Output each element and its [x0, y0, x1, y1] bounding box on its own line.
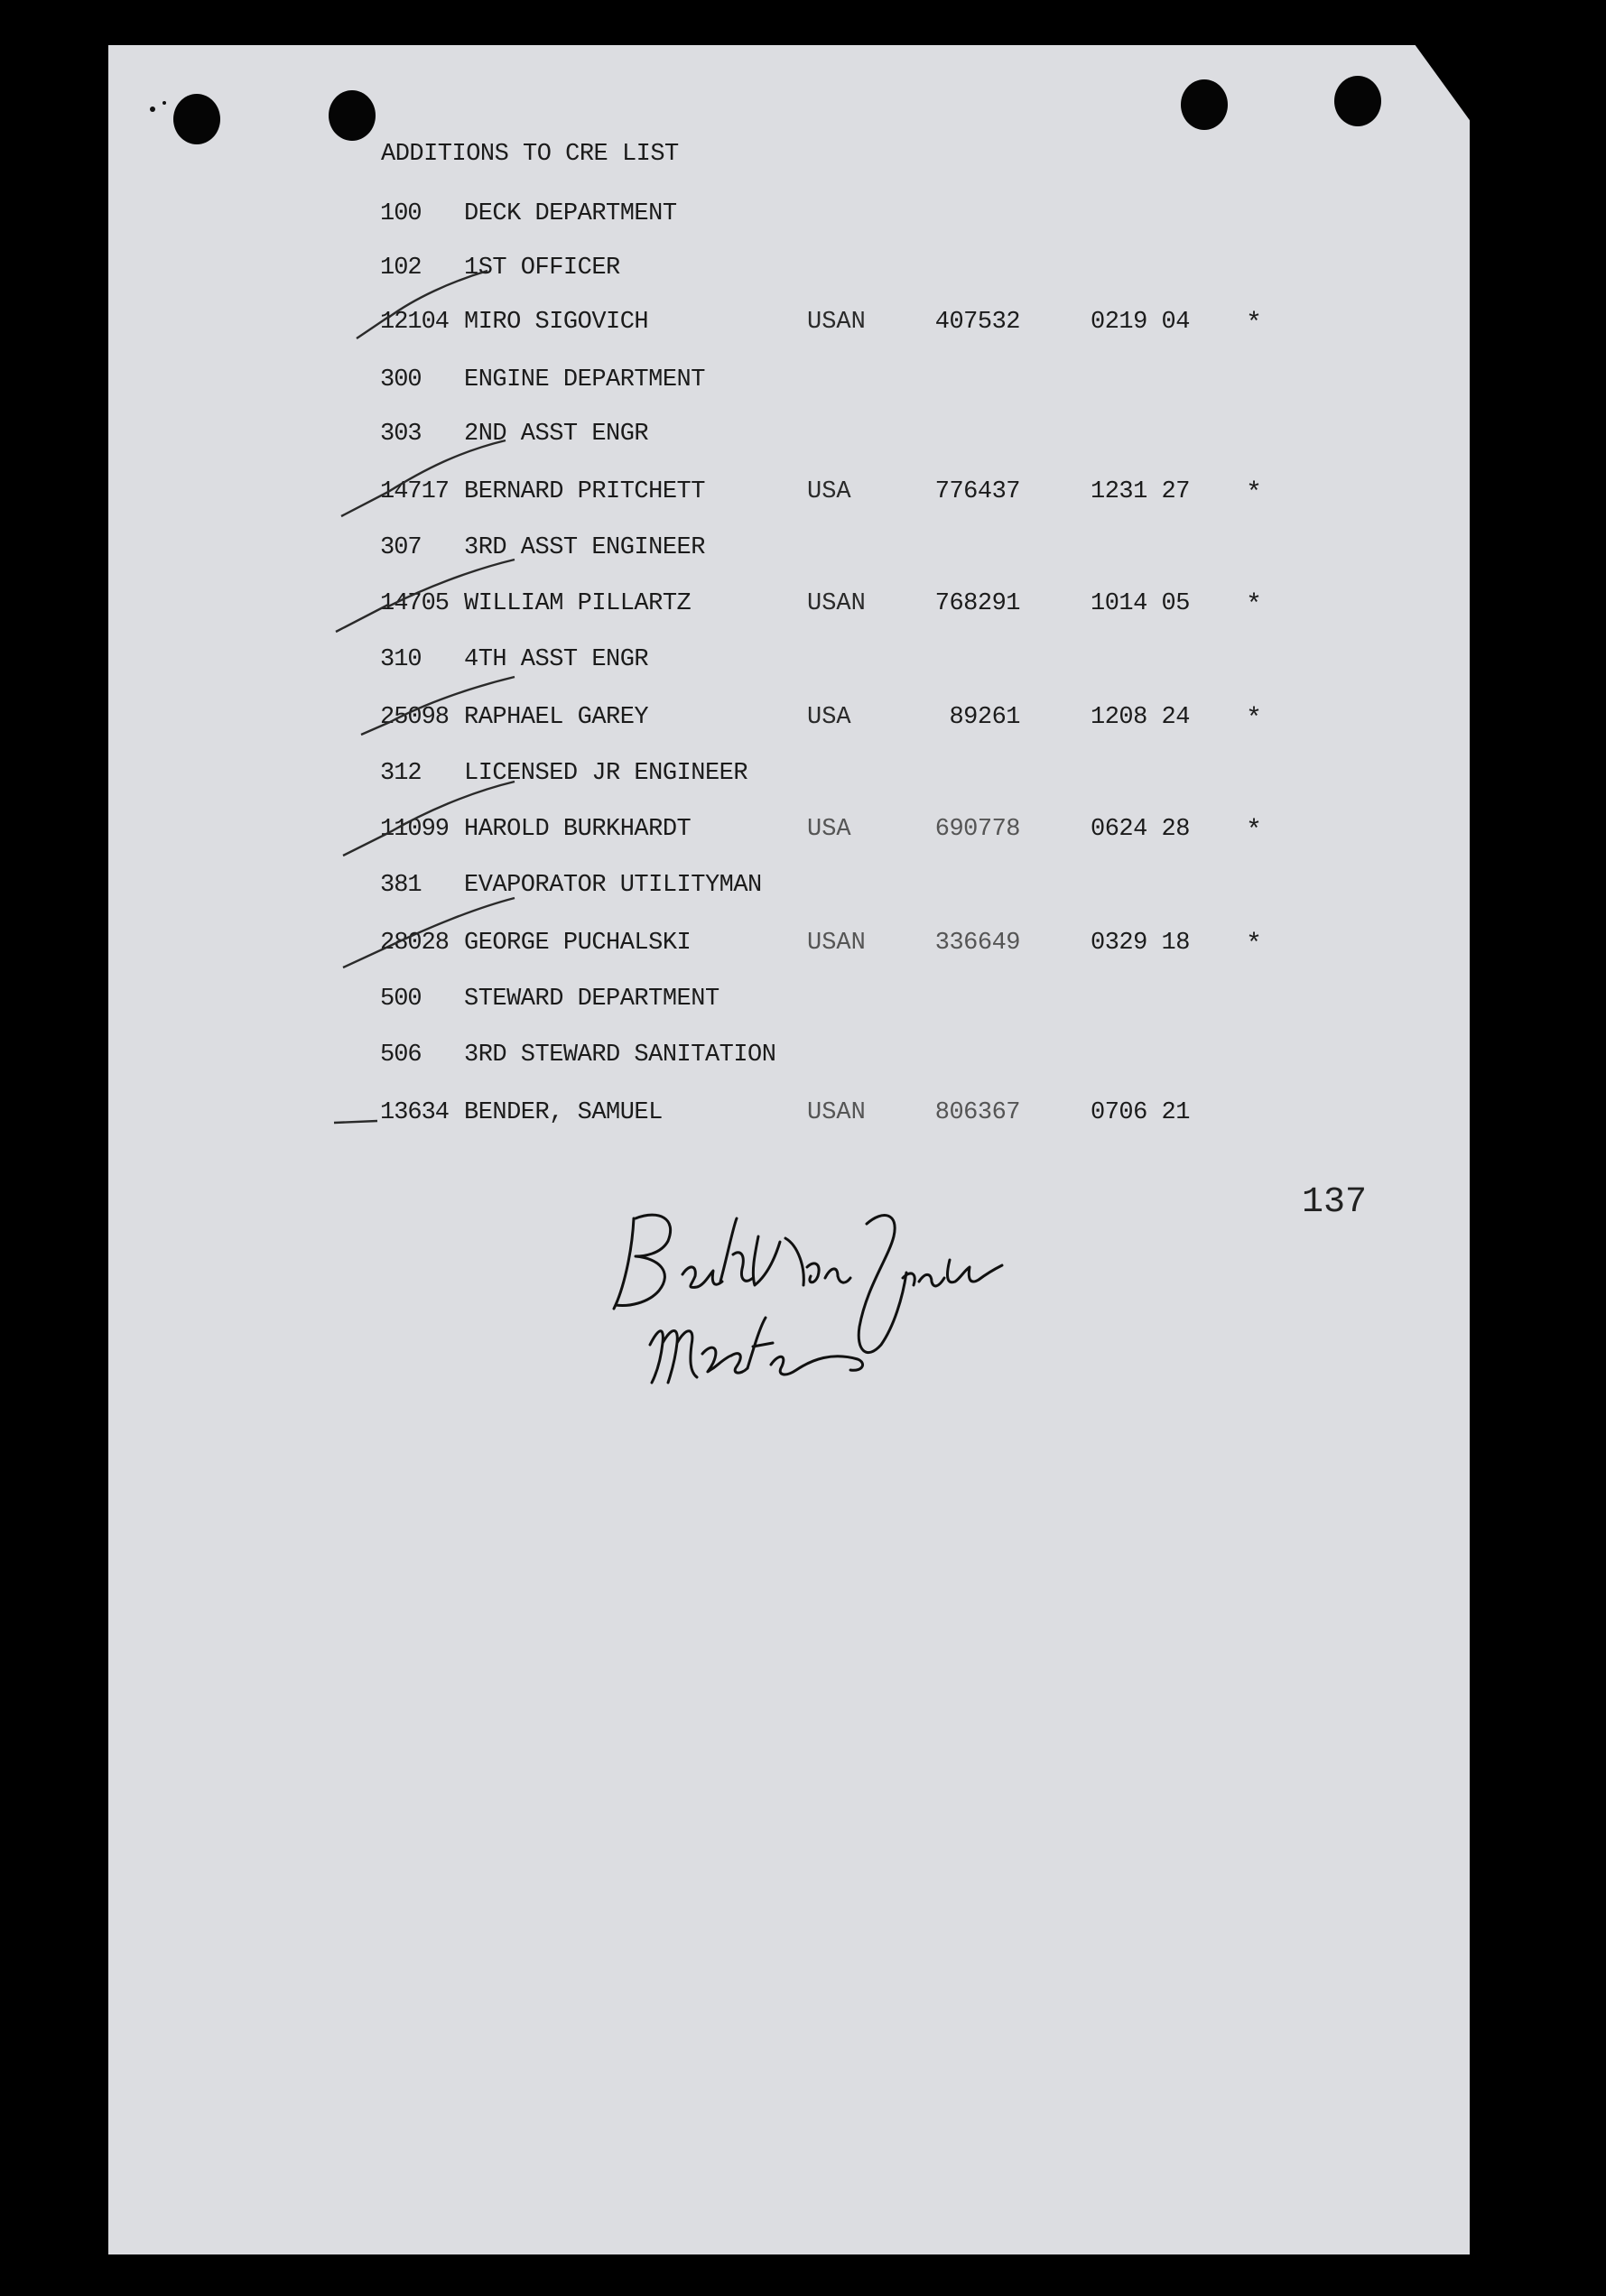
handwritten-signature: [596, 1191, 1011, 1408]
entry-code: 14717: [380, 478, 450, 505]
crew-list-row: [0, 534, 1354, 570]
crew-list-row: [0, 309, 1354, 345]
entry-description: BENDER, SAMUEL: [464, 1099, 663, 1126]
crew-list-row: [0, 986, 1354, 1022]
entry-description: EVAPORATOR UTILITYMAN: [464, 872, 762, 899]
entry-description: WILLIAM PILLARTZ: [464, 590, 692, 617]
entry-description: 3RD ASST ENGINEER: [464, 534, 705, 561]
asterisk-mark: *: [1246, 930, 1263, 960]
entry-code: 310: [380, 646, 422, 673]
document-number: 768291: [934, 590, 1020, 617]
crew-list-row: [0, 478, 1354, 514]
punch-hole: [173, 94, 220, 144]
date-code: 1014 05: [1091, 590, 1190, 617]
page-number: 137: [1302, 1182, 1368, 1223]
crew-list-row: [0, 421, 1354, 457]
date-code: 1208 24: [1091, 704, 1190, 731]
date-code: 1231 27: [1091, 478, 1190, 505]
asterisk-mark: *: [1246, 816, 1263, 847]
entry-description: DECK DEPARTMENT: [464, 200, 677, 227]
punch-hole: [1334, 76, 1381, 126]
citizenship: USAN: [807, 1099, 866, 1126]
entry-description: STEWARD DEPARTMENT: [464, 986, 719, 1013]
entry-code: 28028: [380, 930, 450, 957]
entry-code: 506: [380, 1042, 422, 1069]
citizenship: USA: [807, 478, 851, 505]
punch-hole: [1181, 79, 1228, 130]
entry-code: 14705: [380, 590, 450, 617]
crew-list-row: [0, 704, 1354, 740]
document-number: 806367: [934, 1099, 1020, 1126]
crew-list-row: [0, 872, 1354, 908]
document-number: 89261: [949, 704, 1020, 731]
entry-description: HAROLD BURKHARDT: [464, 816, 692, 843]
citizenship: USAN: [807, 309, 866, 336]
entry-code: 307: [380, 534, 422, 561]
entry-description: ENGINE DEPARTMENT: [464, 366, 705, 393]
date-code: 0219 04: [1091, 309, 1190, 336]
document-number: 407532: [934, 309, 1020, 336]
crew-list-row: [0, 590, 1354, 626]
asterisk-mark: *: [1246, 590, 1263, 621]
entry-code: 102: [380, 255, 422, 282]
entry-description: LICENSED JR ENGINEER: [464, 760, 748, 787]
entry-code: 25098: [380, 704, 450, 731]
document-number: 336649: [934, 930, 1020, 957]
document-heading: ADDITIONS TO CRE LIST: [381, 141, 679, 168]
entry-description: 2ND ASST ENGR: [464, 421, 649, 448]
entry-code: 100: [380, 200, 422, 227]
crew-list-row: [0, 1099, 1354, 1135]
crew-list-row: [0, 930, 1354, 966]
citizenship: USA: [807, 816, 851, 843]
date-code: 0706 21: [1091, 1099, 1190, 1126]
entry-code: 13634: [380, 1099, 450, 1126]
entry-description: BERNARD PRITCHETT: [464, 478, 705, 505]
crew-list-row: [0, 816, 1354, 852]
entry-description: 3RD STEWARD SANITATION: [464, 1042, 776, 1069]
entry-code: 303: [380, 421, 422, 448]
entry-code: 300: [380, 366, 422, 393]
entry-code: 312: [380, 760, 422, 787]
document-number: 690778: [934, 816, 1020, 843]
ink-speck: [150, 106, 155, 112]
crew-list-row: [0, 646, 1354, 682]
ink-speck: [162, 101, 166, 105]
entry-code: 381: [380, 872, 422, 899]
asterisk-mark: *: [1246, 704, 1263, 735]
date-code: 0329 18: [1091, 930, 1190, 957]
entry-code: 11099: [380, 816, 450, 843]
asterisk-mark: *: [1246, 309, 1263, 339]
asterisk-mark: *: [1246, 478, 1263, 509]
entry-description: RAPHAEL GAREY: [464, 704, 649, 731]
entry-description: MIRO SIGOVICH: [464, 309, 649, 336]
punch-hole: [329, 90, 376, 141]
crew-list-row: [0, 255, 1354, 291]
entry-description: GEORGE PUCHALSKI: [464, 930, 692, 957]
entry-code: 500: [380, 986, 422, 1013]
document-number: 776437: [934, 478, 1020, 505]
citizenship: USA: [807, 704, 851, 731]
entry-description: 4TH ASST ENGR: [464, 646, 649, 673]
entry-code: 12104: [380, 309, 450, 336]
crew-list-row: [0, 760, 1354, 796]
crew-list-row: [0, 366, 1354, 403]
citizenship: USAN: [807, 930, 866, 957]
date-code: 0624 28: [1091, 816, 1190, 843]
crew-list-row: [0, 1042, 1354, 1078]
crew-list-row: [0, 200, 1354, 236]
citizenship: USAN: [807, 590, 866, 617]
entry-description: 1ST OFFICER: [464, 255, 620, 282]
